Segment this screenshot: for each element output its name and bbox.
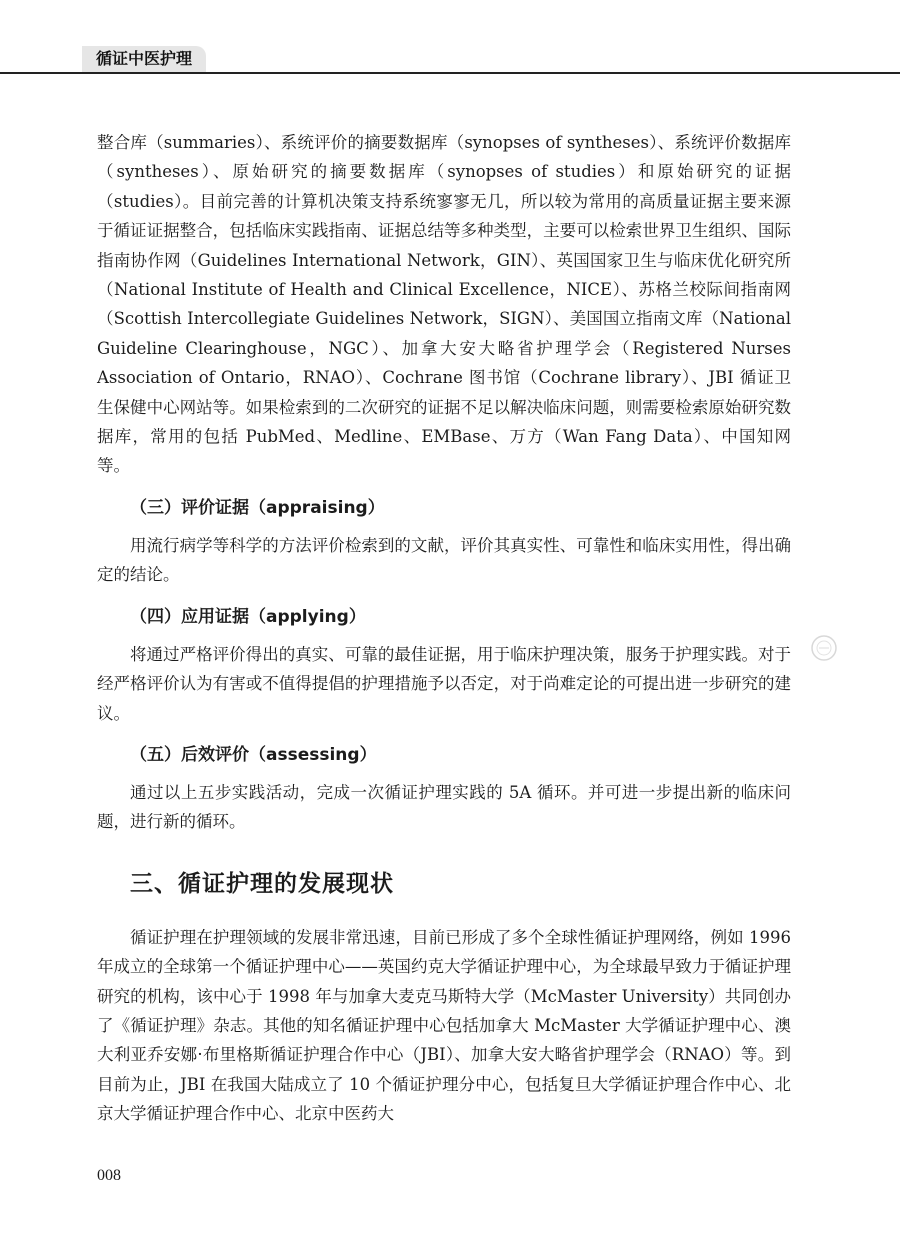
subheading-appraising: （三）评价证据（appraising） [130,497,385,518]
paragraph-assessing: 通过以上五步实践活动，完成一次循证护理实践的 5A 循环。并可进一步提出新的临床问题，进行新的循环。 [97,782,791,832]
paragraph-development: 循证护理在护理领域的发展非常迅速，目前已形成了多个全球性循证护理网络，例如 1996 年成立的全球第一个循证护理中心——英国约克大学循证护理中心，为全球最早致力于循证护理研究的机构，该中心于 1998 年与加拿大麦克马斯特大学（McMaster University）共同创办了《循证护理》杂志。其他的知名循证护理中心包括加拿大 McMaster 大学循证护理中心、澳大利亚乔安娜·布里格斯循证护理合作中心（JBI）、加拿大安大略省护理学会（RNAO）等。到目前为止，JBI 在我国大陆成立了 10 个循证护理分中心，包括复旦大学循证护理合作中心、北京大学循证护理合作中心、北京中医药大 [97,927,791,1124]
paragraph-databases: 整合库（summaries）、系统评价的摘要数据库（synopses of syntheses）、系统评价数据库（syntheses）、原始研究的摘要数据库（synopses of studies）和原始研究的证据（studies）。目前完善的计算机决策支持系统寥寥无几，所以较为常用的高质量证据主要来源于循证证据整合，包括临床实践指南、证据总结等多种类型，主要可以检索世界卫生组织、国际指南协作网（Guidelines International Network，GIN）、英国国家卫生与临床优化研究所（National Institute of Health and Clinical Excellence，NICE）、苏格兰校际间指南网（Scottish Intercollegiate Guidelines Network，SIGN）、美国国立指南文库（National Guideline Clearinghouse，NGC）、加拿大安大略省护理学会（Registered Nurses Association of Ontario，RNAO）、Cochrane 图书馆（Cochrane library）、JBI 循证卫生保健中心网站等。如果检索到的二次研究的证据不足以解决临床问题，则需要检索原始研究数据库，常用的包括 PubMed、Medline、EMBase、万方（Wan Fang Data）、中国知网等。 [97,133,791,476]
page-number: 008 [97,1167,121,1184]
header-rule [0,72,900,74]
running-header [0,38,900,74]
header-tab [82,46,206,72]
subheading-applying: （四）应用证据（applying） [130,606,366,627]
subheading-assessing: （五）后效评价（assessing） [130,744,377,765]
margin-mark-icon [810,634,838,662]
paragraph-applying: 将通过严格评价得出的真实、可靠的最佳证据，用于临床护理决策，服务于护理实践。对于经严格评价认为有害或不值得提倡的护理措施予以否定，对于尚难定论的可提出进一步研究的建议。 [97,644,791,723]
running-title: 循证中医护理 [96,49,193,68]
section-title: 三、循证护理的发展现状 [130,870,394,897]
paragraph-appraising: 用流行病学等科学的方法评价检索到的文献，评价其真实性、可靠性和临床实用性，得出确定的结论。 [97,535,791,585]
page-body [97,128,791,1129]
